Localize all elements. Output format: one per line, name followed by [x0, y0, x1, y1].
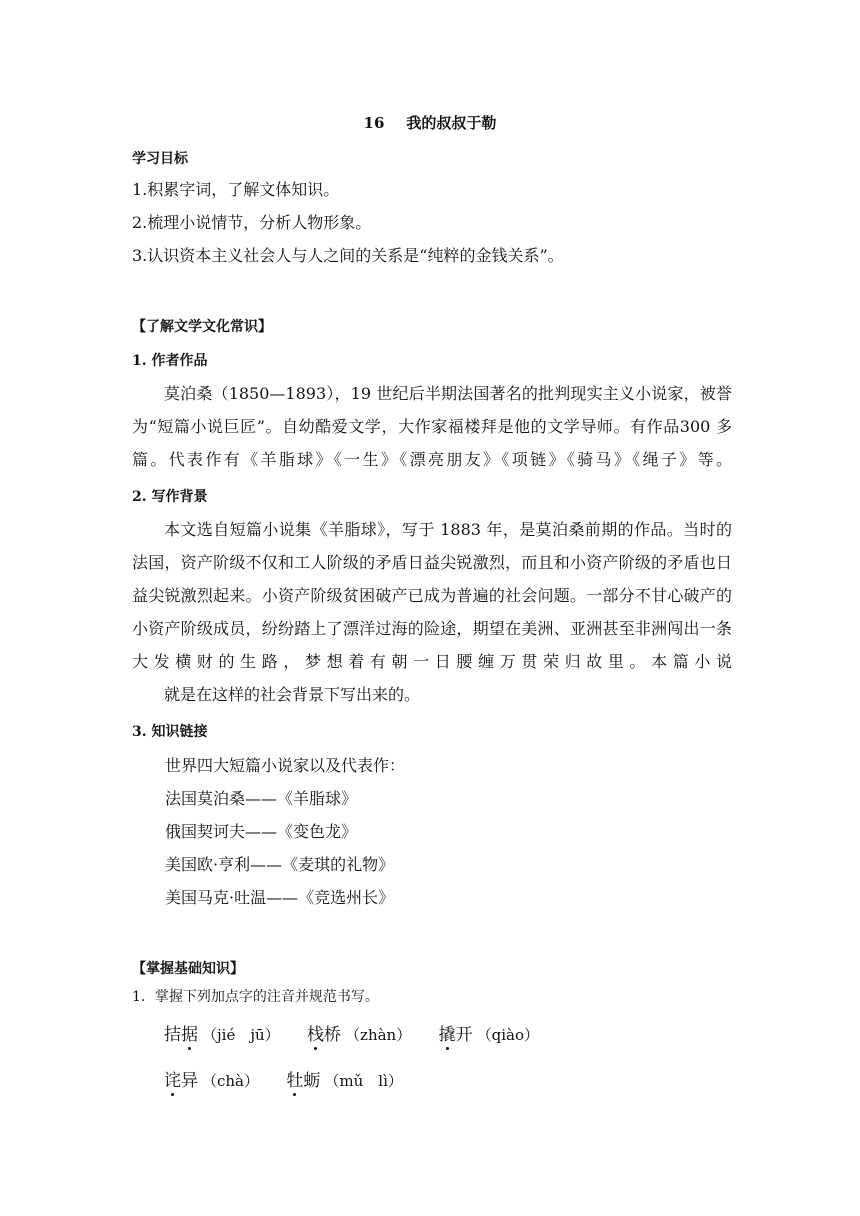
section1-heading: 【了解文学文化常识】 — [132, 319, 272, 335]
knowledge-intro: 世界四大短篇小说家以及代表作： — [165, 756, 406, 775]
background-paragraph: 本文选自短篇小说集《羊脂球》，写于 1883 年，是莫泊桑前期的作品。当时的法国，资产阶级不仅和工人阶级的矛盾日益尖锐激烈，而且和小资产阶级的矛盾也日益尖锐激烈起来。小资产阶级贫困破产已成为普遍的社会问题。一部分不甘心破产的小资产阶级成员，纷纷踏上了漂洋过海的险途，期望在美洲、亚洲甚至非洲闯出一条大发横财的生路，梦想着有朝一日腰缠万贯荣归故里。本篇小说 就是在这样的社会背景下写出来的。 — [132, 520, 732, 704]
pinyin-row — [164, 1020, 561, 1045]
author-works-paragraph: 莫泊桑（1850—1893），19 世纪后半期法国著名的批判现实主义小说家，被誉为“短篇小说巨匠”。自幼酷爱文学，大作家福楼拜是他的文学导师。有作品300 多篇。代表作有《羊脂球》《一生》《漂亮朋友》《项链》《骑马》《绳子》等。 — [132, 384, 732, 469]
pinyin-item: 撬开 （qiào） — [438, 1025, 539, 1045]
background-heading: 2. 写作背景 — [132, 489, 208, 505]
author-work-item: 美国马克·吐温——《竞选州长》 — [165, 888, 395, 907]
section2-heading: 【掌握基础知识】 — [132, 961, 244, 977]
lesson-number: 16 — [363, 114, 385, 132]
pinyin-row — [164, 1066, 425, 1091]
pinyin-item: 牡蛎 （mǔ lì） — [286, 1071, 403, 1091]
goal-item: 2.梳理小说情节，分析人物形象。 — [132, 213, 372, 232]
pinyin-item: 诧异 （chà） — [164, 1071, 260, 1091]
author-work-item: 美国欧·亨利——《麦琪的礼物》 — [165, 855, 395, 874]
pinyin-instruction: 1．掌握下列加点字的注音并规范书写。 — [132, 989, 379, 1005]
knowledge-link-heading: 3. 知识链接 — [132, 724, 208, 740]
pinyin-item: 栈桥 （zhàn） — [307, 1025, 412, 1045]
author-work-item: 俄国契诃夫——《变色龙》 — [165, 822, 358, 841]
goal-item: 3.认识资本主义社会人与人之间的关系是“纯粹的金钱关系”。 — [132, 246, 564, 265]
goal-item: 1.积累字词，了解文体知识。 — [132, 180, 340, 199]
goals-heading: 学习目标 — [132, 151, 188, 167]
page-title — [0, 112, 860, 133]
author-work-item: 法国莫泊桑——《羊脂球》 — [165, 789, 358, 808]
author-works-heading: 1. 作者作品 — [132, 353, 208, 369]
pinyin-item: 拮据 （jié jū） — [164, 1025, 280, 1045]
lesson-title: 我的叔叔于勒 — [406, 114, 497, 132]
